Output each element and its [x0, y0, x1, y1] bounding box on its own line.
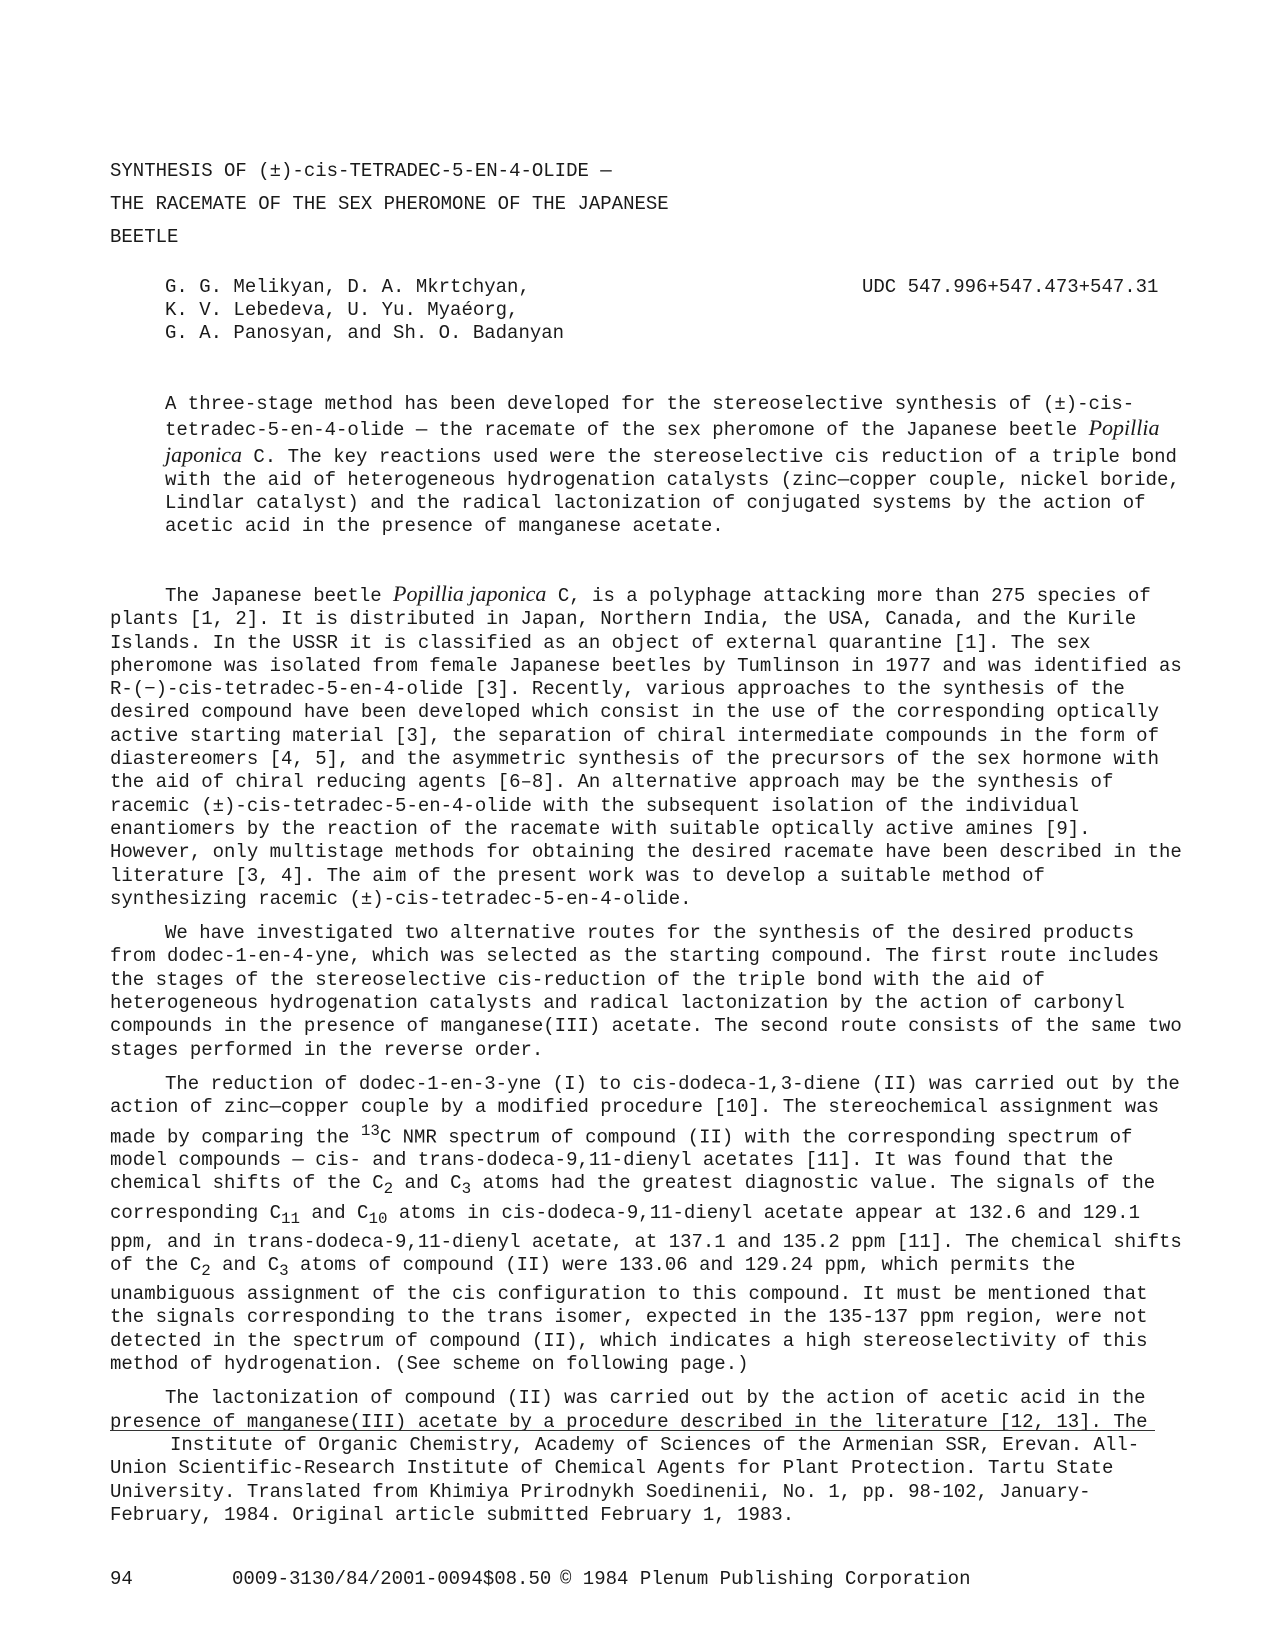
atom-subscript: 10 [368, 1209, 388, 1228]
article-body [110, 582, 1185, 1445]
abstract-text: A three-stage method has been developed for the stereoselective synthesis of (±)-cis-tetradec-5-en-4-olide — the racemate of the sex pheromone of the Japanese beetle [165, 393, 1135, 442]
title-line-3: BEETLE [110, 226, 179, 248]
article-title [110, 160, 810, 259]
udc-code: UDC 547.996+547.473+547.31 [862, 276, 1159, 298]
atom-subscript: 2 [383, 1180, 394, 1199]
paragraph-text: atoms had the greatest diagnostic value. The signals of the corresponding C [110, 1172, 1156, 1224]
body-paragraph: The lactonization of compound (II) was carried out by the action of acetic acid in the presence of manganese(III) acetate by a procedure described in the literature [12, 13]. The [110, 1387, 1148, 1433]
author-line: G. A. Panosyan, and Sh. O. Badanyan [165, 322, 565, 344]
paragraph-text: atoms of compound (II) were 133.06 and 129.24 ppm, which permits the unambiguous assignment of the cis configuration to this compound. It must be mentioned that the signals corresponding to the trans isomer, expected in the 135-137 ppm region, were not detected in the spectrum of compound (II), which indicates a high stereoselectivity of this method of hydrogenation. (See scheme on following page.) [110, 1253, 1148, 1375]
body-paragraph: We have investigated two alternative routes for the synthesis of the desired products from dodec-1-en-4-yne, which was selected as the starting compound. The first route includes the stages of the stereoselective cis-reduction of the triple bond with the aid of heterogeneous hydrogenation catalysts and radical lactonization by the action of carbonyl compounds in the presence of manganese(III) acetate. The second route consists of the same two stages performed in the reverse order. [110, 922, 1182, 1061]
title-line-1: SYNTHESIS OF (±)-cis-TETRADEC-5-EN-4-OLIDE — [110, 160, 612, 182]
copyright: © 1984 Plenum Publishing Corporation [560, 1568, 971, 1590]
author-line: K. V. Lebedeva, U. Yu. Myaéorg, [165, 299, 519, 321]
atom-subscript: 2 [201, 1261, 211, 1280]
paragraph-text: C, is a polyphage attacking more than 275 species of plants [1, 2]. It is distributed in Japan, Northern India, the USA, Canada, and the Kurile Islands. In the USSR it is classified as an object of external quarantine [1]. The sex pheromone was isolated from female Japanese beetles by Tumlinson in 1977 and was identified as R-(−)-cis-tetradec-5-en-4-olide [3]. Recently, various approaches to the synthesis of the desired compound have been developed which consist in the use of the corresponding optically active starting material [3], the separation of chiral intermediate compounds in the form of diastereomers [4, 5], and the asymmetric synthesis of the precursors of the sex hormone with the aid of chiral reducing agents [6–8]. An alternative approach may be the synthesis of racemic (±)-cis-tetradec-5-en-4-olide with the subsequent isolation of the individual enantiomers by the reaction of the racemate with suitable optically active amines [9]. However, only multistage methods for obtaining the desired racemate have been described in the literature [3, 4]. The aim of the present work was to develop a suitable method of synthesizing racemic (±)-cis-tetradec-5-en-4-olide. [110, 585, 1182, 910]
body-paragraph [110, 582, 1185, 911]
footnote-divider [110, 1430, 1155, 1431]
atom-subscript: 3 [279, 1261, 289, 1280]
author-line: G. G. Melikyan, D. A. Mkrtchyan, [165, 276, 530, 298]
title-line-2: THE RACEMATE OF THE SEX PHEROMONE OF THE JAPANESE [110, 193, 669, 215]
body-paragraph [110, 1073, 1185, 1376]
paragraph-text: and C [300, 1201, 369, 1224]
author-list [165, 276, 765, 345]
abstract-text: C. The key reactions used were the stereoselective cis reduction of a triple bond with the aid of heterogeneous hydrogenation catalysts (zinc—copper couple, nickel boride, Lindlar catalyst) and the radical lactonization of conjugated systems by the action of acetic acid in the presence of manganese acetate. [165, 445, 1180, 538]
paragraph-text: C NMR spectrum of compound (II) with the corresponding spectrum of model compounds — cis- and trans-dodeca-9,11-dienyl acetates [11]. It was found that the chemical shifts of the C [110, 1125, 1133, 1195]
species-name: Popillia japonica [165, 415, 1160, 467]
paragraph-text: atoms in cis-dodeca-9,11-dienyl acetate appear at 132.6 and 129.1 ppm, and in trans-dodeca-9,11-dienyl acetate, at 137.1 and 135.2 ppm [11]. The chemical shifts of the C [110, 1201, 1182, 1276]
publication-code: 0009-3130/84/2001-0094$08.50 [232, 1568, 552, 1590]
atom-subscript: 11 [281, 1209, 301, 1228]
paragraph-text: The Japanese beetle [165, 585, 394, 607]
abstract [165, 393, 1185, 539]
page-number: 94 [110, 1568, 133, 1590]
paragraph-text: and C [210, 1253, 280, 1276]
species-name: Popillia japonica [393, 581, 547, 606]
paragraph-text: The reduction of dodec-1-en-3-yne (I) to cis-dodeca-1,3-diene (II) was carried out by the action of zinc—copper couple by a modified procedure [10]. The stereochemical assignment was made by comparing the [110, 1072, 1180, 1148]
isotope-superscript: 13 [360, 1121, 380, 1140]
paragraph-text: and C [393, 1172, 462, 1195]
atom-subscript: 3 [461, 1180, 472, 1199]
footnote: Institute of Organic Chemistry, Academy of Sciences of the Armenian SSR, Erevan. All-Union Scientific-Research Institute of Chemical Agents for Plant Protection. Tartu State University. Translated from Khimiya Prirodnykh Soedinenii, No. 1, pp. 98-102, January-February, 1984. Original article submitted February 1, 1983. [110, 1434, 1140, 1526]
